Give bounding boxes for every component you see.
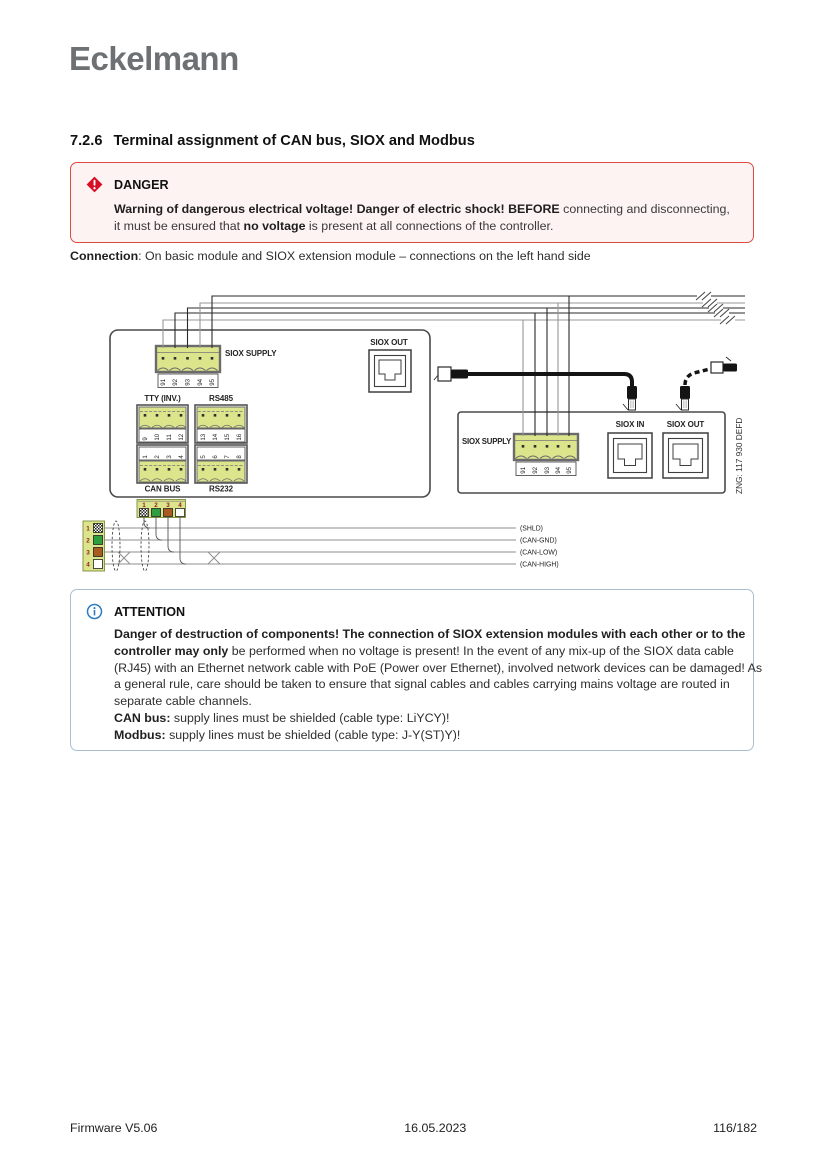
rj45-plug-left (434, 367, 468, 381)
ext-terminal-95: 95 (566, 467, 574, 474)
connection-paragraph (70, 249, 591, 263)
ext-siox-supply-terminal (514, 434, 578, 476)
plug-pin-2: 2 (154, 501, 158, 509)
terminal-4: 4 (178, 455, 186, 459)
vplug-pin-3: 3 (86, 549, 90, 557)
terminal-6: 6 (212, 455, 220, 459)
danger-text-regular: connecting and disconnecting, it must be ensured that (114, 202, 730, 233)
terminal-13: 13 (200, 433, 208, 441)
can-bus-label: CAN BUS (144, 484, 181, 494)
attention-paragraph (114, 626, 764, 710)
danger-text-bold2: no voltage (243, 219, 306, 233)
wire-white-swatch (94, 560, 103, 569)
ext-terminal-91: 91 (520, 467, 528, 474)
can-plug-vertical (83, 521, 105, 571)
can-cable-detail (83, 500, 559, 572)
plug-pin-4: 4 (178, 501, 182, 509)
terminal-3: 3 (166, 455, 174, 459)
footer-page-number: 116/182 (713, 1121, 757, 1135)
attention-text-bold: Danger of destruction of components! The connection of SIOX extension modules with each other or to the controller may only (114, 627, 746, 658)
terminal-12: 12 (178, 433, 186, 441)
can-bus-terminal (137, 445, 188, 483)
wiring-diagram (68, 288, 758, 580)
twisted-pair-mark (118, 552, 130, 564)
attention-title: ATTENTION (114, 605, 186, 619)
terminal-14: 14 (212, 433, 220, 441)
plug-pin-1: 1 (142, 501, 146, 509)
attention-text (114, 626, 764, 744)
drawing-number: ZNG: 117 930 DEFD (734, 417, 744, 494)
rj45-plug-down-in (623, 386, 637, 410)
attention-modbus-line (114, 727, 764, 744)
signal-can-gnd: (CAN-GND) (520, 537, 557, 545)
twisted-pair-mark (208, 552, 220, 564)
terminal-15: 15 (224, 433, 232, 441)
wire-green-swatch (94, 536, 103, 545)
rs485-terminal (195, 405, 247, 443)
wire-brown-swatch (164, 509, 173, 517)
wire-shield-swatch (140, 509, 149, 517)
terminal-9: 9 (142, 437, 150, 441)
base-module (110, 330, 430, 497)
terminal-5: 5 (200, 455, 208, 459)
can-bus-text: supply lines must be shielded (cable type: LiYCY)! (170, 710, 450, 725)
plug-pin-3: 3 (166, 501, 170, 509)
footer-date: 16.05.2023 (404, 1121, 467, 1135)
modbus-label: Modbus: (114, 727, 166, 742)
rs232-label: RS232 (209, 484, 233, 494)
danger-text (114, 201, 730, 235)
terminal-93: 93 (184, 379, 192, 386)
attention-box (70, 589, 763, 751)
page-footer (70, 1121, 757, 1135)
brand-logo: Eckelmann (69, 40, 239, 77)
terminal-16: 16 (236, 433, 244, 441)
base-siox-out-label: SIOX OUT (370, 338, 408, 347)
terminal-95: 95 (209, 379, 217, 386)
section-title: Terminal assignment of CAN bus, SIOX and Modbus (113, 133, 475, 149)
tty-terminal (137, 405, 188, 443)
danger-box (70, 162, 754, 243)
ext-siox-supply-label: SIOX SUPPLY (462, 437, 512, 446)
wire-brown-swatch (94, 548, 103, 557)
terminal-92: 92 (172, 379, 180, 386)
footer-firmware: Firmware V5.06 (70, 1121, 158, 1135)
danger-text-regular2: is present at all connections of the controller. (305, 219, 554, 233)
ext-terminal-92: 92 (532, 467, 540, 474)
signal-shld: (SHLD) (520, 525, 543, 533)
siox-patch-cable (434, 357, 737, 410)
base-siox-supply-label: SIOX SUPPLY (225, 349, 277, 358)
terminal-91: 91 (160, 379, 168, 386)
base-siox-supply-terminal (156, 346, 220, 388)
can-bus-label: CAN bus: (114, 710, 171, 725)
can-plug-horizontal (137, 500, 186, 518)
attention-text-regular: be performed when no voltage is present! In the event of any mix-up of the SIOX data cable (RJ45) with an Ethernet network cable with PoE (Power over Ethernet), involved network devices can be damaged! As a general rule, care should be taken to ensure that signal cables and cables carrying mains voltage are routed in separate cable channels. (114, 643, 763, 709)
terminal-7: 7 (224, 455, 232, 459)
wire-white-swatch (176, 509, 185, 517)
ext-terminal-93: 93 (544, 467, 552, 474)
ext-siox-in-jack (608, 433, 652, 478)
rs232-terminal (195, 445, 247, 483)
connection-text: : On basic module and SIOX extension module – connections on the left hand side (138, 249, 591, 263)
terminal-1: 1 (142, 455, 150, 459)
vplug-pin-4: 4 (86, 561, 90, 569)
can-wire-runs (105, 528, 517, 564)
rs485-label: RS485 (209, 394, 233, 403)
danger-title: DANGER (114, 178, 169, 192)
rj45-plug-down-out (676, 386, 690, 410)
ext-siox-out-jack (663, 433, 708, 478)
ext-siox-out-label: SIOX OUT (666, 420, 705, 429)
base-siox-out-jack (369, 350, 411, 392)
modbus-text: supply lines must be shielded (cable type: J-Y(ST)Y)! (165, 727, 461, 742)
info-circle-icon (86, 603, 103, 620)
danger-text-bold: Warning of dangerous electrical voltage! Danger of electric shock! BEFORE (114, 202, 560, 216)
section-heading (70, 133, 475, 149)
danger-diamond-icon (86, 176, 103, 193)
ext-siox-in-label: SIOX IN (615, 420, 645, 429)
terminal-94: 94 (197, 379, 205, 386)
terminal-10: 10 (154, 433, 162, 441)
section-number: 7.2.6 (70, 133, 103, 149)
terminal-11: 11 (166, 434, 174, 441)
tty-label: TTY (INV.) (144, 394, 181, 403)
extension-module (458, 412, 725, 493)
terminal-2: 2 (154, 455, 162, 459)
wire-green-swatch (152, 509, 161, 517)
signal-can-low: (CAN-LOW) (520, 549, 558, 557)
wire-shield-swatch (94, 524, 103, 533)
connection-label: Connection (70, 249, 139, 263)
signal-can-high: (CAN-HIGH) (520, 561, 559, 569)
vplug-pin-2: 2 (86, 537, 90, 545)
rj45-plug-right (711, 357, 737, 373)
vplug-pin-1: 1 (86, 525, 90, 533)
terminal-8: 8 (236, 455, 244, 459)
attention-can-line (114, 710, 764, 727)
ext-terminal-94: 94 (555, 467, 563, 474)
